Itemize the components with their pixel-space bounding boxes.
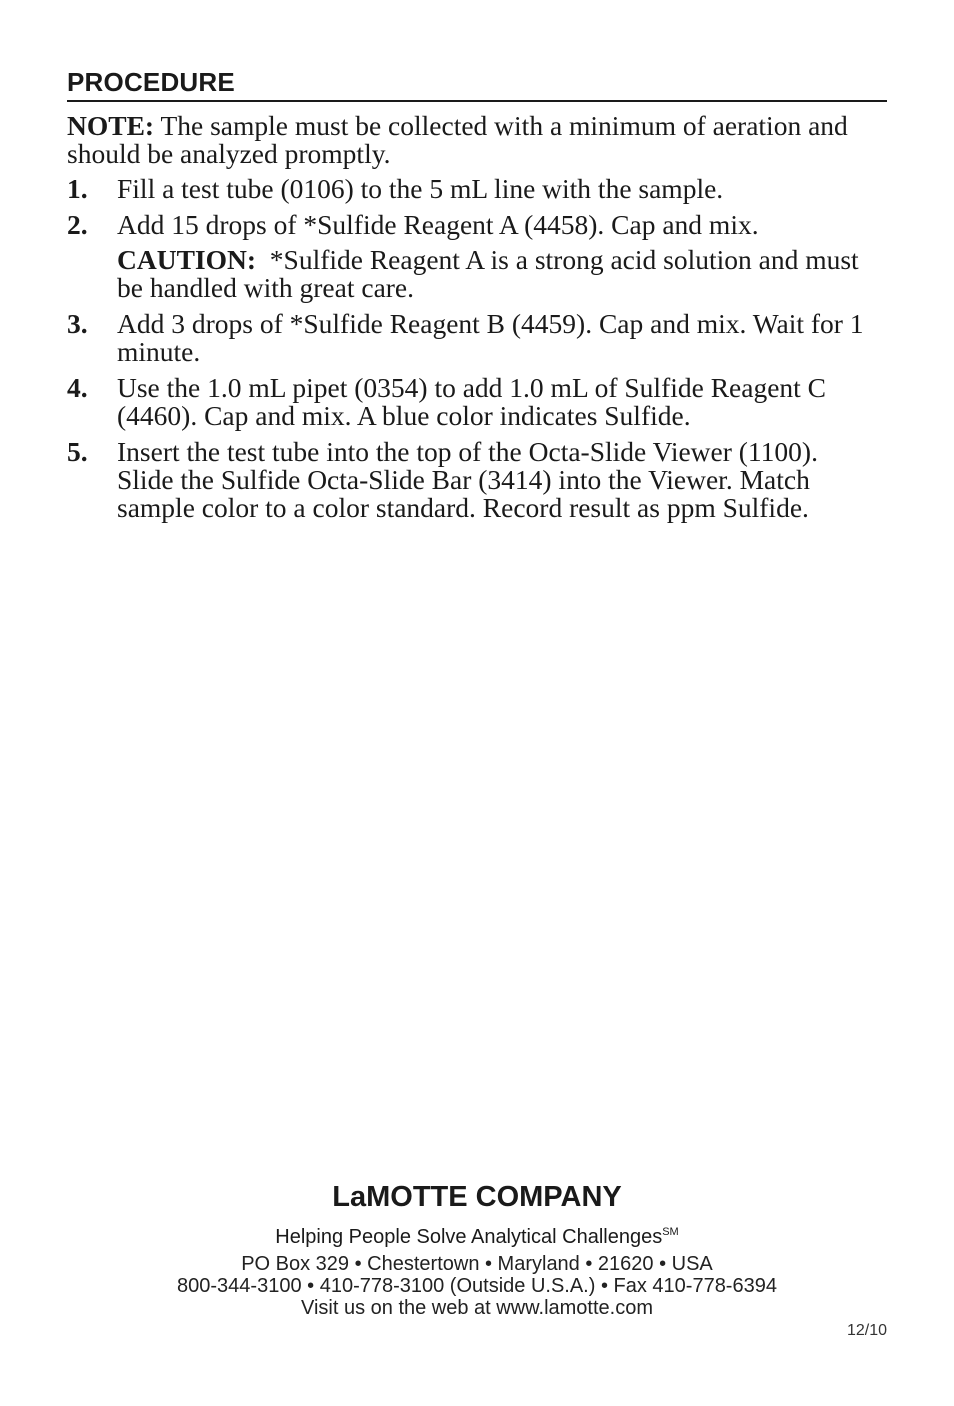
note-label: NOTE: (67, 110, 155, 141)
company-name: LaMOTTE COMPANY (332, 1181, 622, 1213)
address-line: PO Box 329 • Chestertown • Maryland • 21620 • USA (241, 1253, 713, 1275)
step-4 (67, 374, 872, 430)
phone-line: 800-344-3100 • 410-778-3100 (Outside U.S.A.) • Fax 410-778-6394 (177, 1275, 777, 1297)
caution-label: CAUTION: (117, 244, 257, 275)
step-2 (67, 211, 872, 239)
step-number: 4. (67, 372, 88, 403)
step-number: 1. (67, 173, 88, 204)
step-number: 3. (67, 308, 88, 339)
procedure-heading: PROCEDURE (67, 66, 887, 102)
step-3 (67, 310, 872, 366)
caution-text: *Sulfide Reagent A is a strong acid solution and must be handled with great care. (117, 244, 866, 303)
procedure-body (67, 112, 872, 530)
step-5 (67, 438, 872, 522)
company-address-block (0, 1253, 954, 1319)
company-tagline (0, 1220, 954, 1249)
step-text: Use the 1.0 mL pipet (0354) to add 1.0 mL of Sulfide Reagent C (4460). Cap and mix. A blue color indicates Sulfide. (117, 372, 827, 431)
revision-date: 12/10 (846, 1322, 887, 1339)
website-line: Visit us on the web at www.lamotte.com (300, 1297, 653, 1319)
step-number: 5. (67, 436, 88, 467)
step-text: Insert the test tube into the top of the Octa-Slide Viewer (1100). Slide the Sulfide Octa-Slide Bar (3414) into the Viewer. Match sample color to a color standard. Record result as ppm Sulfide. (117, 436, 818, 523)
note-text: The sample must be collected with a minimum of aeration and should be analyzed promptly. (67, 110, 848, 169)
tagline-text: Helping People Solve Analytical Challenges (275, 1226, 663, 1248)
step-text: Add 3 drops of *Sulfide Reagent B (4459). Cap and mix. Wait for 1 minute. (117, 308, 864, 367)
note-paragraph (67, 112, 872, 168)
step-1 (67, 175, 872, 203)
caution-paragraph (67, 246, 872, 302)
service-mark: SM (662, 1226, 679, 1238)
step-text: Add 15 drops of *Sulfide Reagent A (4458). Cap and mix. (117, 209, 759, 240)
step-text: Fill a test tube (0106) to the 5 mL line with the sample. (117, 173, 724, 204)
step-number: 2. (67, 209, 88, 240)
